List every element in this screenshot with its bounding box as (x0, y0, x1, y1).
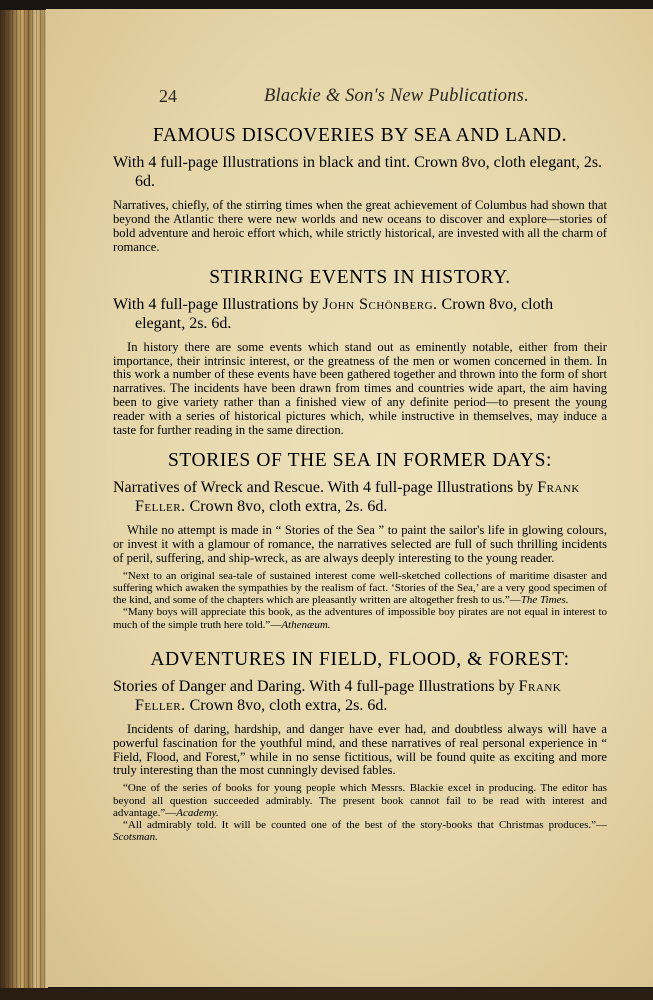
quote-source: The Times. (520, 594, 569, 607)
review-quote (113, 782, 607, 819)
subtitle-text: With 4 full-page Illustrations by (113, 295, 323, 313)
quote-source: Athenæum. (281, 618, 331, 631)
review-quote (113, 606, 607, 630)
section-description: Narratives, chiefly, of the stirring times when the great achievement of Columbus had shown that beyond the Atlantic there were new worlds and new oceans to discover and explore—stories of bold adventure and heroic effort which, while strictly historical, are invested with all the charm of romance. (113, 198, 607, 254)
author-name: Frank Feller. (135, 677, 562, 714)
running-title: Blackie & Son's New Publications. (264, 86, 529, 106)
book-spine (0, 0, 48, 1000)
review-quote (113, 819, 607, 843)
section-title: STORIES OF THE SEA IN FORMER DAYS: (167, 449, 553, 471)
author-name: Frank Feller. (135, 478, 580, 515)
section-famous-discoveries (113, 125, 607, 255)
quote-source: Academy. (176, 806, 219, 819)
subtitle-price: Crown 8vo, cloth extra, 2s. 6d. (185, 696, 388, 714)
quote-text: “Next to an original sea-tale of sustained interest come well-sketched collections of maritime disaster and suffering which awaken the sympathies by the realism of fact. ‘Stories of the Sea,’ are a very good specimen of the kind, and some of the chapters which are pleasantly written are altogether fresh to us.”— (113, 569, 607, 607)
quote-text: “Many boys will appreciate this book, as the adventures of impossible boy pirates are not equal in interest to much of the simple truth here told.”— (113, 606, 607, 631)
section-adventures (113, 649, 607, 844)
subtitle-price: Crown 8vo, cloth extra, 2s. 6d. (185, 497, 388, 515)
subtitle-text: Stories of Danger and Daring. With 4 full-page Illustrations by (113, 677, 519, 695)
subtitle-text: Narratives of Wreck and Rescue. With 4 full-page Illustrations by (113, 478, 538, 496)
quote-text: “All admirably told. It will be counted one of the best of the story-books that Christmas produces.”— (123, 818, 607, 831)
bottom-edge (0, 988, 653, 1000)
review-quote (113, 570, 607, 607)
section-subtitle: With 4 full-page Illustrations in black and tint. Crown 8vo, cloth elegant, 2s. 6d. (113, 154, 603, 190)
subtitle-price: Crown 8vo, cloth elegant, 2s. 6d. (135, 295, 554, 332)
page-content (113, 125, 607, 855)
quote-text: “One of the series of books for young people which Messrs. Blackie excel in producing. The editor has beyond all question succeeded admirably. The present book cannot fail to be read with interest and advantage.”— (113, 782, 607, 819)
author-name: John Schönberg. (322, 295, 438, 313)
page-number: 24 (159, 86, 177, 106)
section-title: FAMOUS DISCOVERIES BY SEA AND LAND. (152, 125, 568, 146)
section-subtitle (113, 478, 607, 516)
section-stories-of-sea (113, 450, 607, 631)
quote-source: Scotsman. (113, 831, 158, 844)
section-title: ADVENTURES IN FIELD, FLOOD, & FOREST: (150, 648, 570, 670)
section-description: Incidents of daring, hardship, and danger have ever had, and doubtless always will have a powerful fascination for the youthful mind, and these narratives of real personal experience in “ Field, Flood, and Forest,” while in no sense fictitious, will be found quite as exciting and more truly interesting than the most cunningly devised fables. (113, 721, 607, 778)
page-header (159, 84, 639, 110)
section-subtitle (113, 295, 607, 333)
section-subtitle (113, 677, 607, 715)
section-title: STIRRING EVENTS IN HISTORY. (209, 266, 511, 288)
section-stirring-events (113, 267, 607, 438)
section-description: While no attempt is made in “ Stories of the Sea ” to paint the sailor's life in glowing colours, or invest it with a glamour of romance, the narratives selected are full of such thrilling incidents of peril, suffering, and ship-wreck, as are always deeply interesting to the young reader. (113, 522, 607, 565)
section-description: In history there are some events which stand out as eminently notable, either from their importance, their intrinsic interest, or the greatness of the men or women concerned in them. In this work a number of these events have been gathered together and thrown into the form of short narratives. The incidents have been drawn from times and countries wide apart, the aim having been to give variety rather than a finished view of any definite period—to present the young reader with a series of historical pictures which, while instructive in themselves, may induce a taste for further reading in the same direction. (113, 339, 607, 438)
